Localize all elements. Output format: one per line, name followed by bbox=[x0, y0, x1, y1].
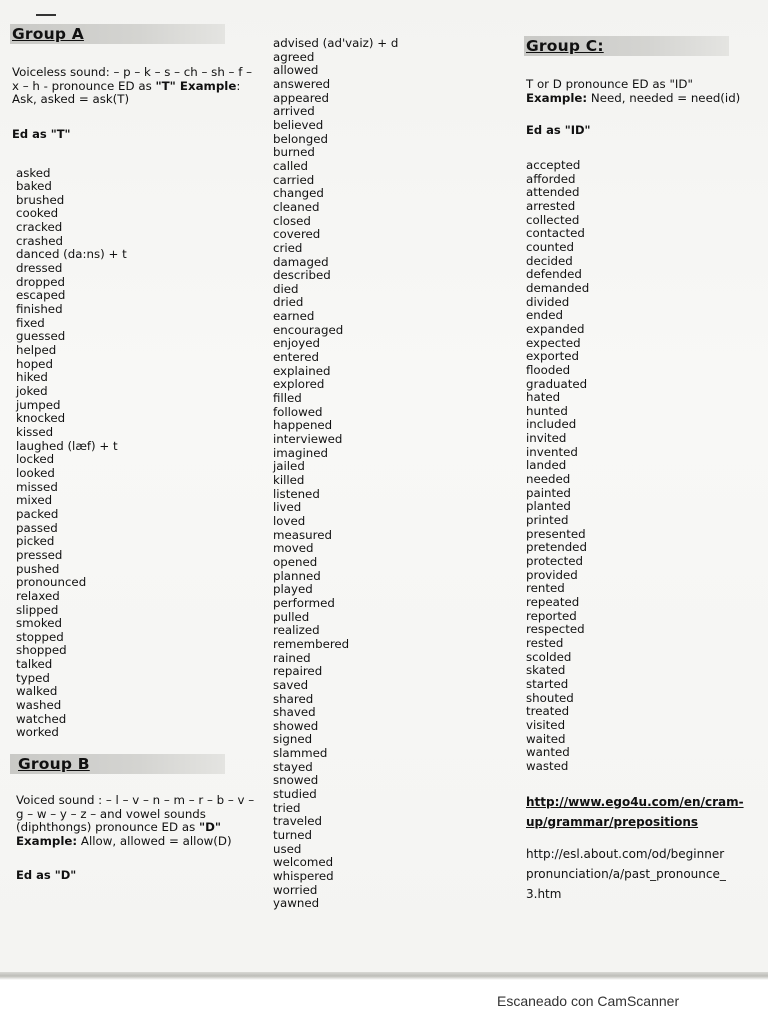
word-item: laughed (læf) + t bbox=[16, 438, 118, 453]
word-item: presented bbox=[526, 526, 586, 541]
word-item: lived bbox=[273, 500, 302, 515]
word-item: washed bbox=[16, 698, 62, 713]
word-item: yawned bbox=[273, 896, 320, 911]
group-c-title: Group C: bbox=[526, 37, 604, 55]
word-item: slammed bbox=[273, 746, 328, 761]
word-item: shaved bbox=[273, 705, 316, 720]
word-item: rained bbox=[273, 650, 311, 665]
word-item: performed bbox=[273, 595, 335, 610]
word-item: respected bbox=[526, 622, 585, 637]
word-item: guessed bbox=[16, 329, 66, 344]
word-item: contacted bbox=[526, 226, 585, 241]
group-a-title: Group A bbox=[12, 25, 84, 43]
word-item: repaired bbox=[273, 664, 323, 679]
word-item: snowed bbox=[273, 773, 319, 788]
word-item: turned bbox=[273, 828, 312, 843]
word-item: passed bbox=[16, 520, 58, 535]
word-item: smoked bbox=[16, 616, 63, 631]
word-item: exported bbox=[526, 349, 579, 364]
word-item: pretended bbox=[526, 540, 587, 555]
word-item: pushed bbox=[16, 561, 60, 576]
word-item: closed bbox=[273, 213, 311, 228]
word-item: worried bbox=[273, 882, 318, 897]
word-item: locked bbox=[16, 452, 55, 467]
group-b-subheading: Ed as "D" bbox=[16, 868, 77, 883]
column-group-b-words bbox=[273, 37, 493, 911]
word-item: collected bbox=[526, 212, 580, 227]
word-item: pulled bbox=[273, 609, 310, 624]
word-item: earned bbox=[273, 309, 315, 324]
word-item: entered bbox=[273, 350, 319, 365]
word-item: afforded bbox=[526, 171, 576, 186]
word-item: killed bbox=[273, 473, 305, 487]
word-item: realized bbox=[273, 623, 320, 638]
word-item: defended bbox=[526, 267, 582, 282]
word-item: believed bbox=[273, 117, 324, 132]
word-item: divided bbox=[526, 294, 570, 309]
group-c-header bbox=[526, 34, 761, 58]
group-a-header bbox=[12, 22, 262, 46]
word-item: hated bbox=[526, 390, 561, 405]
word-item: cooked bbox=[16, 206, 59, 221]
word-item: landed bbox=[526, 458, 567, 473]
word-item: explored bbox=[273, 377, 325, 392]
word-item: stayed bbox=[273, 759, 313, 774]
word-item: followed bbox=[273, 404, 323, 419]
word-item: watched bbox=[16, 711, 67, 726]
word-item: walked bbox=[16, 684, 58, 699]
word-item: graduated bbox=[526, 376, 588, 391]
word-item: treated bbox=[526, 704, 570, 719]
word-item: remembered bbox=[273, 636, 350, 651]
link-line[interactable]: pronunciation/a/past_pronounce_ bbox=[526, 866, 726, 881]
link-line[interactable]: http://www.ego4u.com/en/cram- bbox=[526, 794, 744, 809]
word-item: protected bbox=[526, 554, 584, 569]
word-item: dried bbox=[273, 295, 304, 310]
word-item: scolded bbox=[526, 649, 572, 664]
word-item: measured bbox=[273, 527, 332, 542]
word-item: cracked bbox=[16, 220, 63, 235]
word-item: invented bbox=[526, 444, 578, 459]
word-item: worked bbox=[16, 725, 59, 740]
group-b-description: Voiced sound : – l – v – n – m – r – b – v – g – w – y – z – and vowel sounds (diphthongs) pronounce ED as "D" Example: Allow, allowed = allow(D) bbox=[16, 793, 255, 848]
word-item: flooded bbox=[526, 362, 571, 377]
word-item: crashed bbox=[16, 233, 63, 248]
group-b-word-list bbox=[273, 37, 493, 911]
word-item: reported bbox=[526, 608, 577, 623]
word-item: decided bbox=[526, 253, 573, 268]
word-item: started bbox=[526, 676, 569, 691]
pen-mark bbox=[36, 14, 56, 16]
word-item: rented bbox=[526, 581, 565, 596]
word-item: dropped bbox=[16, 274, 66, 289]
word-item: slipped bbox=[16, 602, 59, 617]
word-item: wasted bbox=[526, 758, 569, 773]
word-item: needed bbox=[526, 472, 571, 487]
word-item: baked bbox=[16, 179, 52, 194]
word-item: finished bbox=[16, 302, 63, 317]
page-edge bbox=[0, 972, 768, 980]
word-item: imagined bbox=[273, 445, 328, 460]
word-item: called bbox=[273, 158, 309, 173]
column-group-a bbox=[12, 22, 262, 908]
word-item: described bbox=[273, 268, 331, 283]
word-item: appeared bbox=[273, 90, 330, 105]
word-item: provided bbox=[526, 567, 578, 582]
word-item: counted bbox=[526, 239, 575, 254]
word-item: demanded bbox=[526, 280, 590, 295]
word-item: relaxed bbox=[16, 588, 60, 603]
word-item: damaged bbox=[273, 254, 329, 269]
word-item: whispered bbox=[273, 869, 334, 884]
word-item: welcomed bbox=[273, 855, 334, 870]
word-item: shouted bbox=[526, 690, 574, 705]
word-item: brushed bbox=[16, 192, 65, 207]
word-item: pronounced bbox=[16, 575, 87, 590]
word-item: dressed bbox=[16, 261, 63, 276]
word-item: mixed bbox=[16, 493, 53, 508]
link-line[interactable]: up/grammar/prepositions bbox=[526, 814, 699, 829]
word-item: ended bbox=[526, 308, 563, 323]
word-item: hunted bbox=[526, 403, 568, 418]
word-item: rested bbox=[526, 635, 564, 650]
group-a-word-list bbox=[12, 167, 262, 741]
word-item: joked bbox=[16, 384, 48, 398]
column-group-c bbox=[526, 34, 761, 904]
word-item: saved bbox=[273, 677, 309, 692]
link-line[interactable]: 3.htm bbox=[526, 886, 562, 901]
word-item: encouraged bbox=[273, 322, 344, 337]
word-item: covered bbox=[273, 227, 321, 242]
group-c-description: T or D pronounce ED as "ID" Example: Need, needed = need(id) bbox=[526, 77, 741, 105]
word-item: traveled bbox=[273, 814, 322, 829]
word-item: opened bbox=[273, 554, 318, 569]
word-item: waited bbox=[526, 731, 566, 746]
word-item: danced (da:ns) + t bbox=[16, 247, 127, 262]
word-item: tried bbox=[273, 800, 301, 815]
word-item: shared bbox=[273, 691, 314, 706]
word-item: expected bbox=[526, 335, 581, 350]
word-item: fixed bbox=[16, 315, 45, 330]
word-item: pressed bbox=[16, 547, 63, 562]
group-a-subheading: Ed as "T" bbox=[12, 126, 71, 141]
link-ego4u[interactable] bbox=[526, 792, 761, 832]
word-item: allowed bbox=[273, 63, 319, 78]
word-item: died bbox=[273, 281, 299, 296]
group-b-header bbox=[12, 752, 262, 776]
group-c-subheading: Ed as "ID" bbox=[526, 123, 591, 137]
word-item: expanded bbox=[526, 321, 585, 336]
word-item: helped bbox=[16, 343, 57, 358]
word-item: burned bbox=[273, 145, 315, 160]
word-item: picked bbox=[16, 534, 55, 549]
word-item: happened bbox=[273, 418, 333, 433]
word-item: agreed bbox=[273, 49, 315, 64]
word-item: typed bbox=[16, 670, 50, 685]
word-item: visited bbox=[526, 717, 566, 732]
word-item: interviewed bbox=[273, 432, 343, 447]
word-item: jumped bbox=[16, 397, 61, 412]
word-item: attended bbox=[526, 185, 580, 200]
word-item: stopped bbox=[16, 629, 64, 644]
word-item: advised (ad'vaiz) + d bbox=[273, 36, 399, 50]
word-item: loved bbox=[273, 513, 306, 528]
group-b-section bbox=[12, 752, 262, 882]
word-item: shopped bbox=[16, 643, 67, 658]
group-b-title: Group B bbox=[18, 755, 90, 774]
word-item: carried bbox=[273, 172, 315, 187]
word-item: enjoyed bbox=[273, 336, 320, 351]
word-item: repeated bbox=[526, 595, 580, 609]
group-a-description: Voiceless sound: – p – k – s – ch – sh – f – x – h - pronounce ED as "T" Example: Ask, asked = ask(T) bbox=[12, 65, 252, 106]
word-item: filled bbox=[273, 391, 302, 406]
word-item: accepted bbox=[526, 158, 581, 172]
link-line[interactable]: http://esl.about.com/od/beginner bbox=[526, 846, 725, 861]
word-item: planted bbox=[526, 499, 571, 514]
word-item: signed bbox=[273, 732, 313, 747]
word-item: changed bbox=[273, 186, 324, 201]
word-item: answered bbox=[273, 76, 331, 91]
word-item: hiked bbox=[16, 370, 48, 385]
word-item: invited bbox=[526, 431, 567, 446]
link-esl-about[interactable] bbox=[526, 844, 761, 904]
word-item: painted bbox=[526, 485, 571, 500]
word-item: explained bbox=[273, 363, 331, 378]
word-item: knocked bbox=[16, 411, 66, 426]
word-item: asked bbox=[16, 165, 51, 180]
word-item: hoped bbox=[16, 356, 53, 371]
word-item: showed bbox=[273, 718, 319, 733]
word-item: moved bbox=[273, 541, 314, 556]
word-item: cleaned bbox=[273, 199, 320, 214]
word-item: missed bbox=[16, 479, 58, 494]
word-item: kissed bbox=[16, 424, 54, 439]
word-item: used bbox=[273, 841, 302, 856]
word-item: packed bbox=[16, 506, 59, 521]
word-item: played bbox=[273, 582, 313, 597]
word-item: wanted bbox=[526, 745, 570, 760]
word-item: printed bbox=[526, 513, 569, 528]
word-item: included bbox=[526, 417, 577, 432]
word-item: listened bbox=[273, 486, 320, 501]
word-item: jailed bbox=[273, 459, 305, 474]
word-item: escaped bbox=[16, 288, 66, 303]
word-item: talked bbox=[16, 657, 53, 672]
camscanner-watermark: Escaneado con CamScanner bbox=[497, 993, 680, 1009]
word-item: belonged bbox=[273, 131, 328, 146]
word-item: arrested bbox=[526, 198, 576, 213]
word-item: cried bbox=[273, 240, 303, 255]
word-item: studied bbox=[273, 787, 317, 802]
word-item: arrived bbox=[273, 104, 315, 119]
word-item: planned bbox=[273, 568, 321, 583]
word-item: skated bbox=[526, 663, 566, 678]
group-c-word-list bbox=[526, 159, 761, 774]
word-item: looked bbox=[16, 465, 55, 480]
